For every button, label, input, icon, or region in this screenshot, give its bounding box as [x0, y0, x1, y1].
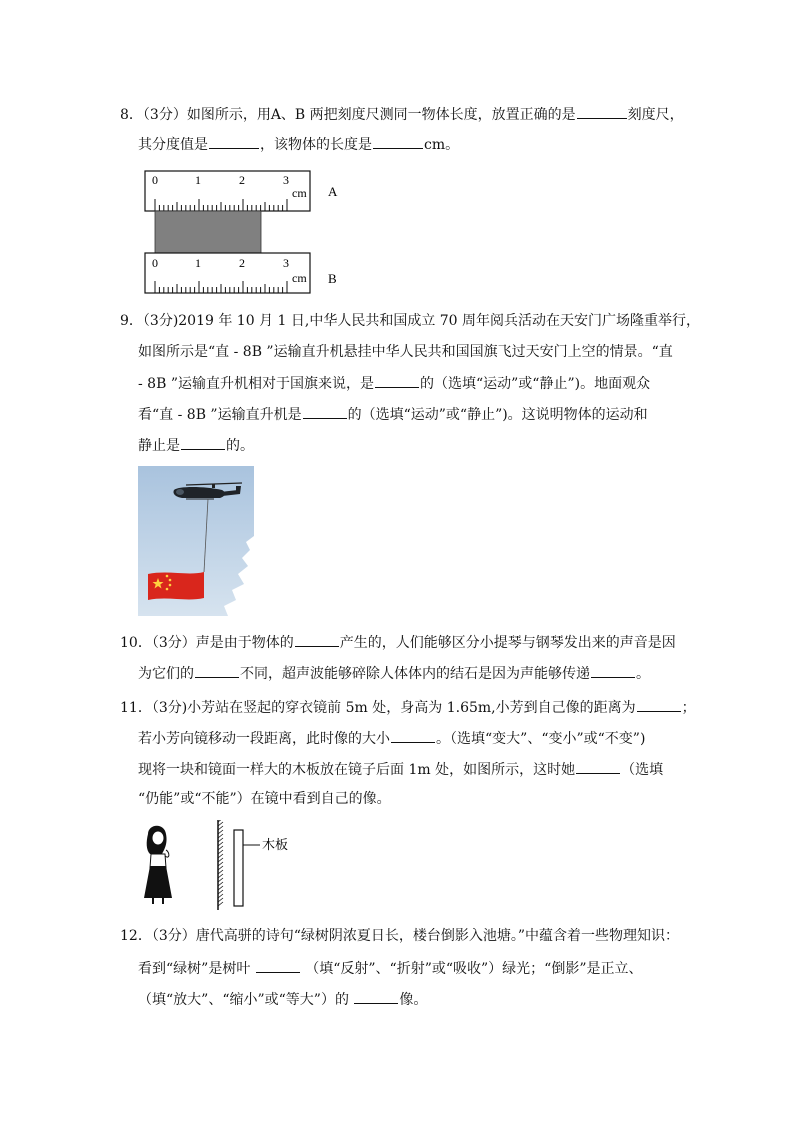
q12-text: 看到“绿树”是树叶: [138, 961, 251, 977]
q9-text: 静止是: [138, 438, 180, 454]
q11-line-1: [120, 697, 696, 717]
ruler-a-tick-3: 3: [283, 173, 289, 187]
q11-text: 。（选填“变大”、“变小”或“不变”): [436, 731, 646, 747]
q11-text: 若小芳向镜移动一段距离，此时像的大小: [138, 731, 390, 747]
q8-text: cm。: [424, 137, 460, 153]
q12-line-3: [138, 989, 427, 1009]
q12-line-2: [138, 958, 643, 978]
q10-line-1: [120, 632, 676, 652]
girl-icon: [144, 826, 172, 904]
board-label: 木板: [262, 837, 289, 852]
q11-text: 11．（3分)小芳站在竖起的穿衣镜前 5m 处，身高为 1.65m,小芳到自己像的距离为: [120, 700, 636, 716]
answer-blank[interactable]: [637, 697, 681, 712]
q10-text: 不同，超声波能够碎除人体体内的结石是因为声能够传递: [240, 666, 590, 682]
helicopter-flag-photo: [138, 466, 254, 616]
ruler-a-unit: cm: [292, 186, 307, 200]
answer-blank[interactable]: [295, 632, 339, 647]
china-flag-icon: [148, 572, 204, 600]
q8-text: 刻度尺，: [627, 107, 684, 123]
answer-blank[interactable]: [209, 134, 259, 149]
q8-line-2: [138, 134, 459, 154]
ruler-a-tick-0: 0: [152, 173, 158, 187]
ruler-figure: [140, 166, 360, 296]
answer-blank[interactable]: [195, 663, 239, 678]
answer-blank[interactable]: [391, 728, 435, 743]
q9-text: 看“直 - 8B ”运输直升机是: [138, 407, 302, 423]
answer-blank[interactable]: [256, 958, 300, 973]
mirror-icon: [218, 820, 223, 910]
q10-text: 产生的，人们能够区分小提琴与钢琴发出来的声音是因: [339, 635, 676, 651]
q11-line-4: [138, 790, 391, 808]
q9-text: 的（选填“运动”或“静止”)。这说明物体的运动和: [347, 407, 648, 423]
q9-text: 的（选填“运动”或“静止”)。地面观众: [419, 376, 651, 392]
q11-text: （选填: [621, 762, 664, 778]
q9-text: 9．（3分)2019 年 10 月 1 日,中华人民共和国成立 70 周年阅兵活动在天安门广场隆重举行，: [120, 313, 701, 329]
ruler-a-label: A: [328, 184, 338, 199]
q12-text: 12．（3分）唐代高骈的诗句“绿树阴浓夏日长，楼台倒影入池塘。”中蕴含着一些物理知识：: [120, 928, 680, 944]
q11-text: ；: [681, 700, 696, 716]
q10-text: 10．（3分）声是由于物体的: [120, 635, 294, 651]
q10-text: 。: [636, 666, 650, 682]
q10-text: 为它们的: [138, 666, 194, 682]
ruler-b-tick-0: 0: [152, 256, 158, 270]
q11-line-3: [138, 759, 663, 779]
answer-blank[interactable]: [303, 404, 347, 419]
q12-text: （填“放大”、“缩小”或“等大”）的: [138, 992, 349, 1008]
answer-blank[interactable]: [373, 134, 423, 149]
answer-blank[interactable]: [577, 104, 627, 119]
answer-blank[interactable]: [375, 373, 419, 388]
q8-text: 8．（3分）如图所示，用A、B 两把刻度尺测同一物体长度，放置正确的是: [120, 107, 576, 123]
q12-line-1: [120, 927, 679, 945]
answer-blank[interactable]: [181, 435, 225, 450]
q9-text: - 8B ”运输直升机相对于国旗来说，是: [138, 376, 374, 392]
ruler-b-tick-2: 2: [239, 256, 245, 270]
ruler-b-tick-1: 1: [195, 256, 201, 270]
wooden-board: [234, 830, 243, 906]
ruler-a-tick-1: 1: [195, 173, 201, 187]
ruler-b-unit: cm: [292, 271, 307, 285]
q12-text: （填“反射”、“折射”或“吸收”）绿光；“倒影”是正立、: [305, 961, 643, 977]
q9-line-5: [138, 435, 254, 455]
q9-line-2: [138, 343, 673, 361]
q9-line-3: [138, 373, 650, 393]
q11-text: “仍能”或“不能”）在镜中看到自己的像。: [138, 791, 391, 807]
answer-blank[interactable]: [576, 759, 620, 774]
answer-blank[interactable]: [591, 663, 635, 678]
answer-blank[interactable]: [354, 989, 398, 1004]
q9-text: 的。: [226, 438, 254, 454]
q11-text: 现将一块和镜面一样大的木板放在镜子后面 1m 处，如图所示，这时她: [138, 762, 576, 778]
ruler-a-tick-2: 2: [239, 173, 245, 187]
q9-line-4: [138, 404, 648, 424]
q10-line-2: [138, 663, 650, 683]
q8-line-1: [120, 104, 684, 124]
mirror-figure: [136, 820, 306, 910]
q9-line-1: [120, 312, 700, 330]
ruler-b-label: B: [328, 271, 337, 286]
q12-text: 像。: [399, 992, 428, 1008]
q8-text: ，该物体的长度是: [260, 137, 372, 153]
ruler-b-tick-3: 3: [283, 256, 289, 270]
q11-line-2: [138, 728, 645, 748]
measured-object: [155, 211, 261, 253]
q8-text: 其分度值是: [138, 137, 208, 153]
q9-text: 如图所示是“直 - 8B ”运输直升机悬挂中华人民共和国国旗飞过天安门上空的情景。“直: [138, 344, 673, 360]
